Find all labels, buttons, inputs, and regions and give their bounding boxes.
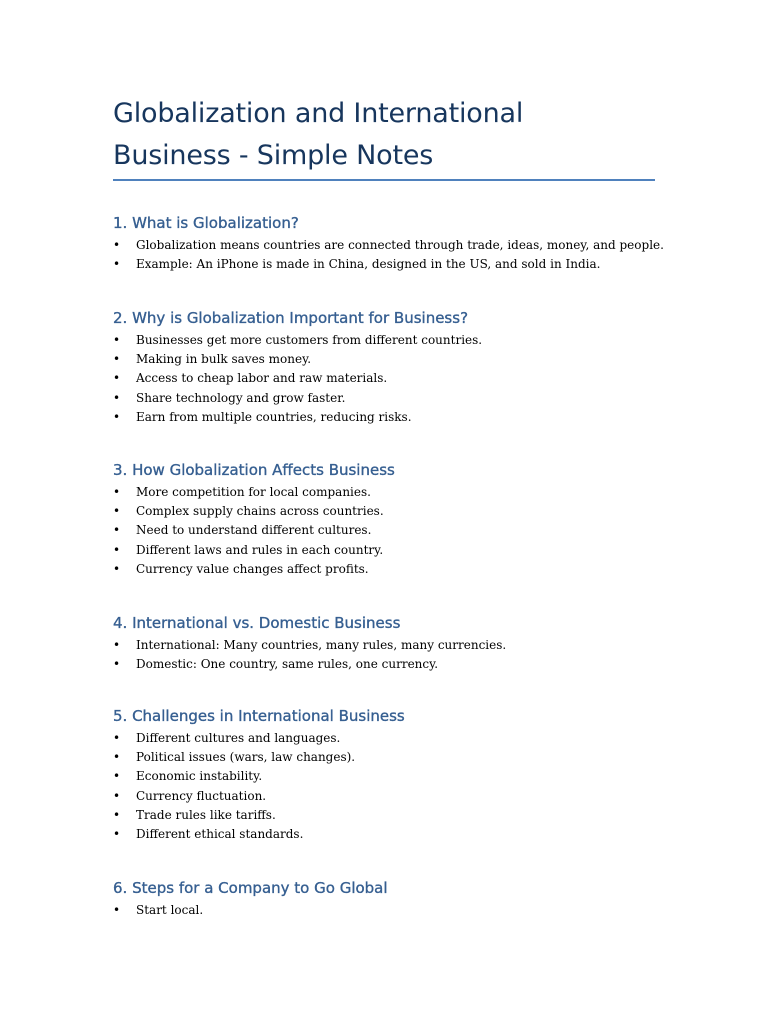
section-heading: 3. How Globalization Affects Business: [113, 461, 395, 479]
list-item-text: Currency value changes affect profits.: [136, 561, 369, 576]
section-heading: 6. Steps for a Company to Go Global: [113, 879, 388, 897]
list-item-text: Need to understand different cultures.: [136, 523, 372, 538]
list-item-text: Globalization means countries are connected through trade, ideas, money, and people.: [136, 238, 664, 252]
list-item: [113, 236, 713, 255]
list-item-text: Economic instability.: [136, 769, 263, 784]
bullet-icon: •: [113, 333, 121, 347]
list-item: [113, 331, 713, 350]
list-item-text: Making in bulk saves money.: [136, 352, 312, 367]
list-item-text: Example: An iPhone is made in China, designed in the US, and sold in India.: [136, 257, 601, 272]
list-item-text: Start local.: [136, 903, 204, 917]
bullet-icon: •: [113, 542, 121, 557]
list-item: [113, 369, 713, 388]
list-item-text: Currency fluctuation.: [136, 788, 267, 803]
list-item-text: Domestic: One country, same rules, one currency.: [136, 657, 439, 672]
document-title-line-1: Globalization and International: [113, 98, 524, 129]
section-heading: 1. What is Globalization?: [113, 214, 299, 232]
bullet-icon: •: [113, 750, 121, 765]
list-item: [113, 408, 713, 427]
list-item-text: Businesses get more customers from different countries.: [136, 333, 483, 347]
bullet-icon: •: [113, 807, 121, 822]
list-item: [113, 502, 713, 521]
section-heading: 4. International vs. Domestic Business: [113, 614, 401, 632]
document-title-line-2: Business - Simple Notes: [113, 140, 434, 171]
section-challenges: [113, 703, 713, 844]
bullet-list: [113, 236, 713, 274]
list-item-text: Different ethical standards.: [136, 826, 304, 841]
bullet-icon: •: [113, 390, 121, 405]
bullet-icon: •: [113, 504, 121, 519]
list-item-text: Political issues (wars, law changes).: [136, 750, 356, 765]
bullet-icon: •: [113, 903, 121, 917]
list-item: [113, 748, 713, 767]
bullet-icon: •: [113, 826, 121, 841]
list-item-text: Different laws and rules in each country.: [136, 542, 384, 557]
bullet-icon: •: [113, 523, 121, 538]
section-how-affects-business: [113, 457, 713, 579]
list-item: [113, 560, 713, 579]
list-item: [113, 806, 713, 825]
bullet-icon: •: [113, 238, 121, 252]
list-item-text: Complex supply chains across countries.: [136, 504, 384, 519]
list-item: [113, 787, 713, 806]
document-title: [113, 93, 673, 177]
bullet-icon: •: [113, 788, 121, 803]
list-item: [113, 521, 713, 540]
section-why-important: [113, 305, 713, 427]
bullet-icon: •: [113, 638, 121, 652]
bullet-icon: •: [113, 352, 121, 367]
bullet-icon: •: [113, 657, 121, 672]
list-item-text: Different cultures and languages.: [136, 731, 341, 745]
list-item-text: Earn from multiple countries, reducing risks.: [136, 409, 412, 424]
list-item: [113, 901, 713, 920]
bullet-icon: •: [113, 561, 121, 576]
list-item-text: Trade rules like tariffs.: [136, 807, 276, 822]
list-item: [113, 655, 713, 674]
bullet-list: [113, 331, 713, 427]
section-heading: 5. Challenges in International Business: [113, 707, 405, 725]
bullet-icon: •: [113, 485, 121, 499]
list-item: [113, 767, 713, 786]
list-item: [113, 483, 713, 502]
bullet-list: [113, 636, 713, 674]
list-item-text: More competition for local companies.: [136, 485, 371, 499]
bullet-icon: •: [113, 371, 121, 386]
list-item: [113, 825, 713, 844]
list-item-text: Access to cheap labor and raw materials.: [136, 371, 388, 386]
list-item: [113, 350, 713, 369]
bullet-icon: •: [113, 731, 121, 745]
section-what-is-globalization: [113, 210, 713, 274]
bullet-list: [113, 901, 713, 920]
list-item: [113, 255, 713, 274]
title-underline-rule: [113, 179, 655, 181]
bullet-list: [113, 729, 713, 844]
list-item-text: Share technology and grow faster.: [136, 390, 346, 405]
section-international-vs-domestic: [113, 610, 713, 674]
bullet-icon: •: [113, 769, 121, 784]
bullet-icon: •: [113, 257, 121, 272]
bullet-icon: •: [113, 409, 121, 424]
list-item: [113, 636, 713, 655]
section-steps-go-global: [113, 875, 713, 920]
list-item-text: International: Many countries, many rules, many currencies.: [136, 638, 507, 652]
section-heading: 2. Why is Globalization Important for Business?: [113, 309, 469, 327]
list-item: [113, 729, 713, 748]
list-item: [113, 541, 713, 560]
bullet-list: [113, 483, 713, 579]
list-item: [113, 389, 713, 408]
